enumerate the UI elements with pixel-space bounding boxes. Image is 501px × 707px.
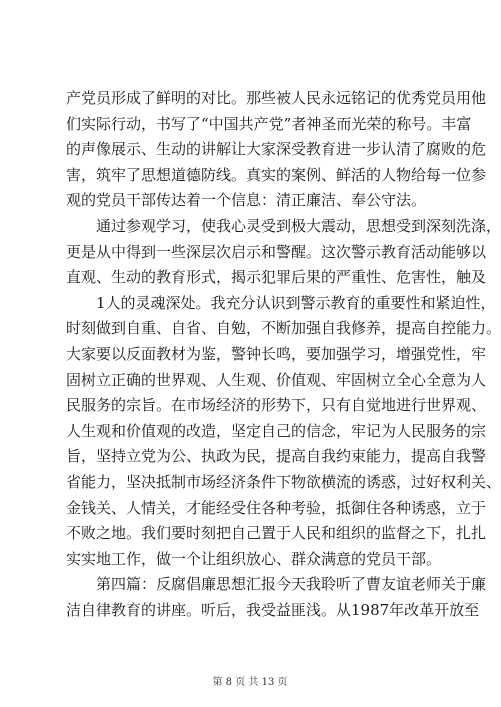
text-line: 省能力，坚决抵制市场经济条件下物欲横流的诱惑，过好权利关、	[66, 472, 501, 491]
text-line: 观的党员干部传达着一个信息：清正廉洁、奉公守法。	[66, 191, 427, 210]
text-line: 旨，坚持立党为公、执政为民，提高自我约束能力，提高自我警	[66, 447, 487, 466]
text-line: 人生观和价值观的改造，坚定自己的信念，牢记为人民服务的宗	[66, 421, 487, 440]
text-line: 害，筑牢了思想道德防线。真实的案例、鲜活的人物给每一位参	[66, 165, 487, 184]
text-line: 时刻做到自重、自省、自勉，不断加强自我修养，提高自控能力。	[66, 319, 501, 338]
page-number-footer: 第 8 页 共 13 页	[212, 677, 288, 688]
text-line: 1人的灵魂深处。我充分认识到警示教育的重要性和紧迫性，	[66, 293, 496, 312]
text-line: 不败之地。我们要时刻把自己置于人民和组织的监督之下，扎扎	[66, 524, 487, 543]
text-line: 更是从中得到一些深层次启示和警醒。这次警示教育活动能够以	[66, 242, 487, 261]
text-line: 民服务的宗旨。在市场经济的形势下，只有自觉地进行世界观、	[66, 396, 487, 415]
body-text	[66, 86, 501, 623]
text-line: 们实际行动，书写了“中国共产党”者神圣而光荣的称号。丰富	[66, 114, 472, 133]
text-line: 洁自律教育的讲座。听后，我受益匪浅。从1987年改革开放至	[66, 600, 480, 619]
text-line: 第四篇：反腐倡廉思想汇报今天我聆听了曹友谊老师关于廉	[66, 575, 487, 594]
text-line: 金钱关、人情关，才能经受住各种考验，抵御住各种诱惑，立于	[66, 498, 487, 517]
text-line: 通过参观学习，使我心灵受到极大震动，思想受到深刻洗涤，	[66, 216, 501, 235]
text-line: 直观、生动的教育形式，揭示犯罪后果的严重性、危害性，触及	[66, 268, 487, 287]
text-line: 产党员形成了鲜明的对比。那些被人民永远铭记的优秀党员用他	[66, 89, 487, 107]
text-line: 的声像展示、生动的讲解让大家深受教育进一步认清了腐败的危	[66, 140, 487, 159]
text-line: 大家要以反面教材为鉴，警钟长鸣，要加强学习，增强党性，牢	[66, 344, 487, 363]
text-line: 实实地工作，做一个让组织放心、群众满意的党员干部。	[66, 549, 442, 568]
text-line: 固树立正确的世界观、人生观、价值观、牢固树立全心全意为人	[66, 370, 487, 389]
